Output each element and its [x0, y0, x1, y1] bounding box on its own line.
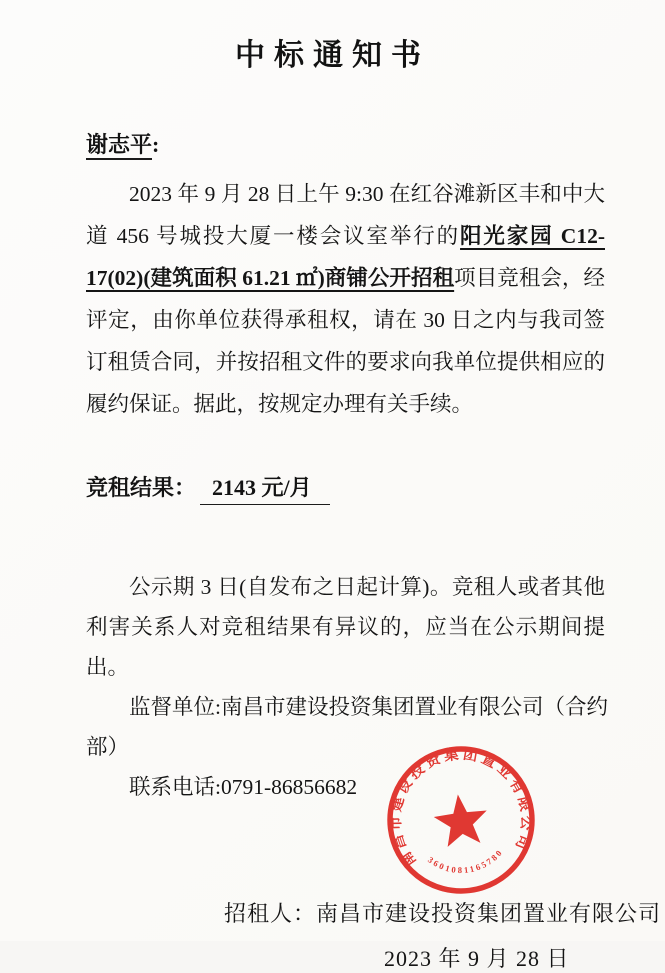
body-paragraph [86, 173, 605, 425]
addressee-colon: : [152, 132, 160, 157]
addressee-name: 谢志平 [86, 132, 152, 160]
lessor-signature-line: 招租人：南昌市建设投资集团置业有限公司 [224, 901, 662, 926]
body-text-pre: 2023 年 9 月 28 日上午 9:30 在红谷滩新区丰和中大道 456 号城投大厦一楼会议室举行的 [86, 182, 605, 248]
bid-result-label: 竞租结果： [86, 475, 197, 500]
seal-number-arc-text: 3601081165780 [426, 846, 506, 876]
bid-result-value: 2143 元/月 [200, 471, 330, 505]
body-text-post: 项目竞租会，经评定，由你单位获得承租权，请在 30 日之内与我司签订租赁合同，并按招租文件的要求向我单位提供相应的履约保证。据此，按规定办理有关手续。 [86, 266, 605, 416]
signature-date-line: 2023 年 9 月 28 日 [384, 946, 570, 971]
project-name-highlight: 阳光家园 C12-17(02)(建筑面积 61.21 ㎡)商铺公开招租 [86, 224, 605, 290]
addressee-line [86, 128, 665, 159]
contact-phone-line: 联系电话:0791-86856682 [129, 775, 358, 799]
seal-company-arc-text: 南昌市建设投资集团置业有限公司 [387, 746, 535, 870]
bid-result-line [86, 471, 665, 505]
page-title: 中标通知书 [235, 39, 430, 72]
public-notice-paragraph: 公示期 3 日(自发布之日起计算)。竞租人或者其他利害关系人对竞租结果有异议的，应当在公示期间提出。 [86, 575, 605, 679]
supervisor-line: 监督单位:南昌市建设投资集团置业有限公司（合约部） [86, 695, 608, 759]
